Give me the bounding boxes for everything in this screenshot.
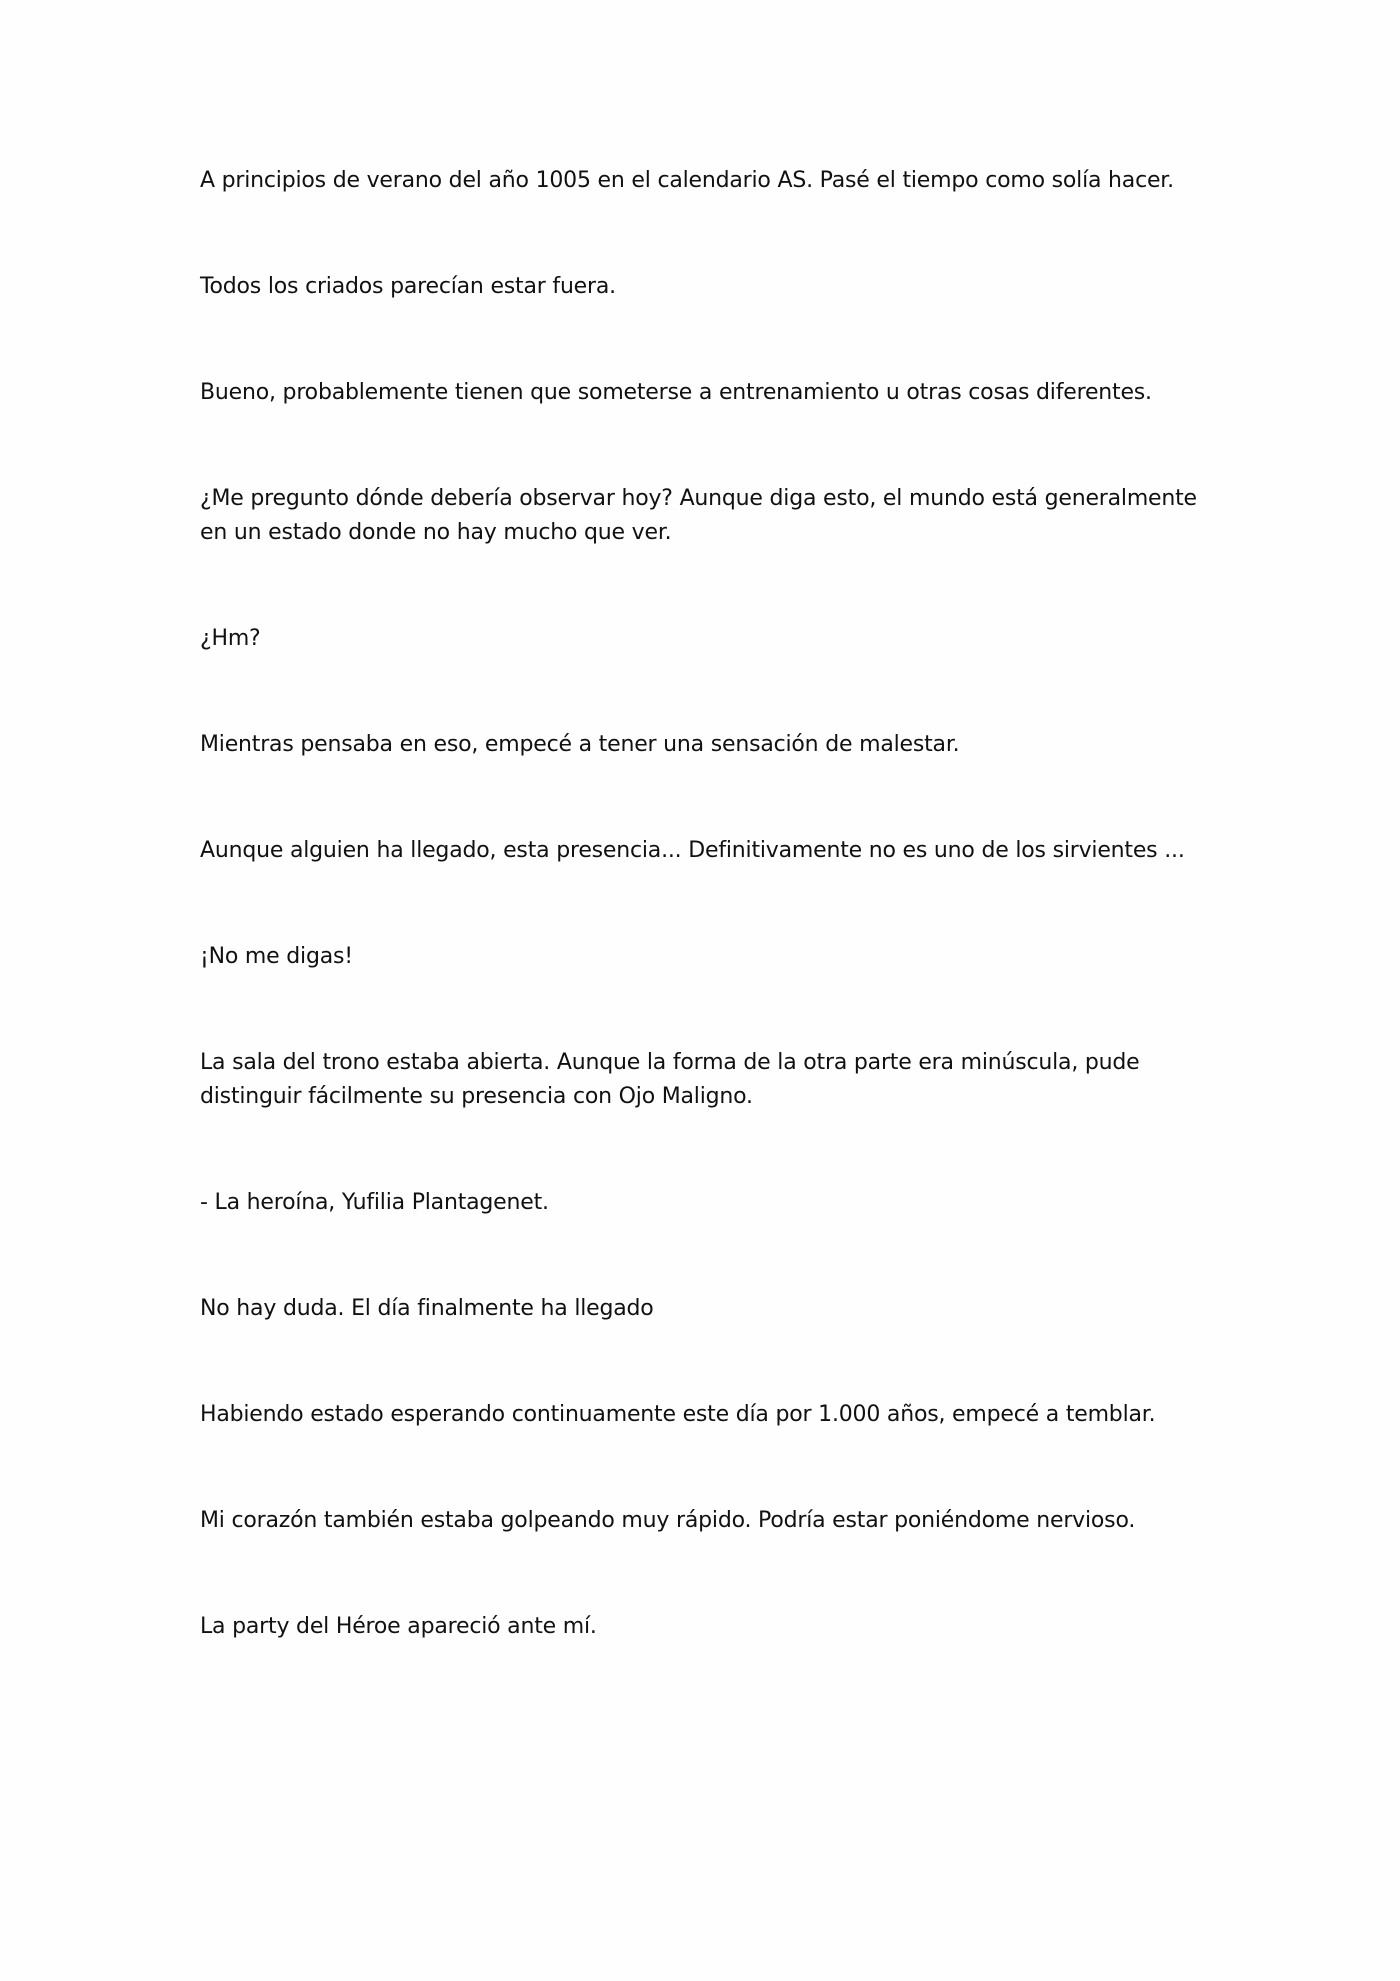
paragraph: Mientras pensaba en eso, empecé a tener una sensación de malestar. bbox=[200, 732, 960, 757]
paragraph: ¿Hm? bbox=[200, 626, 261, 651]
document-body bbox=[200, 164, 1210, 1716]
paragraph: - La heroína, Yufilia Plantagenet. bbox=[200, 1190, 549, 1215]
paragraph: Habiendo estado esperando continuamente este día por 1.000 años, empecé a temblar. bbox=[200, 1402, 1156, 1427]
paragraph: A principios de verano del año 1005 en el calendario AS. Pasé el tiempo como solía hacer. bbox=[200, 168, 1174, 193]
paragraph: ¡No me digas! bbox=[200, 944, 353, 969]
paragraph: Todos los criados parecían estar fuera. bbox=[200, 274, 616, 299]
paragraph: Mi corazón también estaba golpeando muy rápido. Podría estar poniéndome nervioso. bbox=[200, 1508, 1136, 1533]
paragraph: ¿Me pregunto dónde debería observar hoy? Aunque diga esto, el mundo está generalmente en un estado donde no hay mucho que ver. bbox=[200, 486, 1197, 545]
paragraph: No hay duda. El día finalmente ha llegado bbox=[200, 1296, 654, 1321]
paragraph: Aunque alguien ha llegado, esta presencia... Definitivamente no es uno de los sirvientes ... bbox=[200, 838, 1185, 863]
paragraph: Bueno, probablemente tienen que someterse a entrenamiento u otras cosas diferentes. bbox=[200, 380, 1152, 405]
paragraph: La sala del trono estaba abierta. Aunque la forma de la otra parte era minúscula, pude distinguir fácilmente su presencia con Ojo Maligno. bbox=[200, 1050, 1140, 1109]
paragraph: La party del Héroe apareció ante mí. bbox=[200, 1614, 597, 1639]
